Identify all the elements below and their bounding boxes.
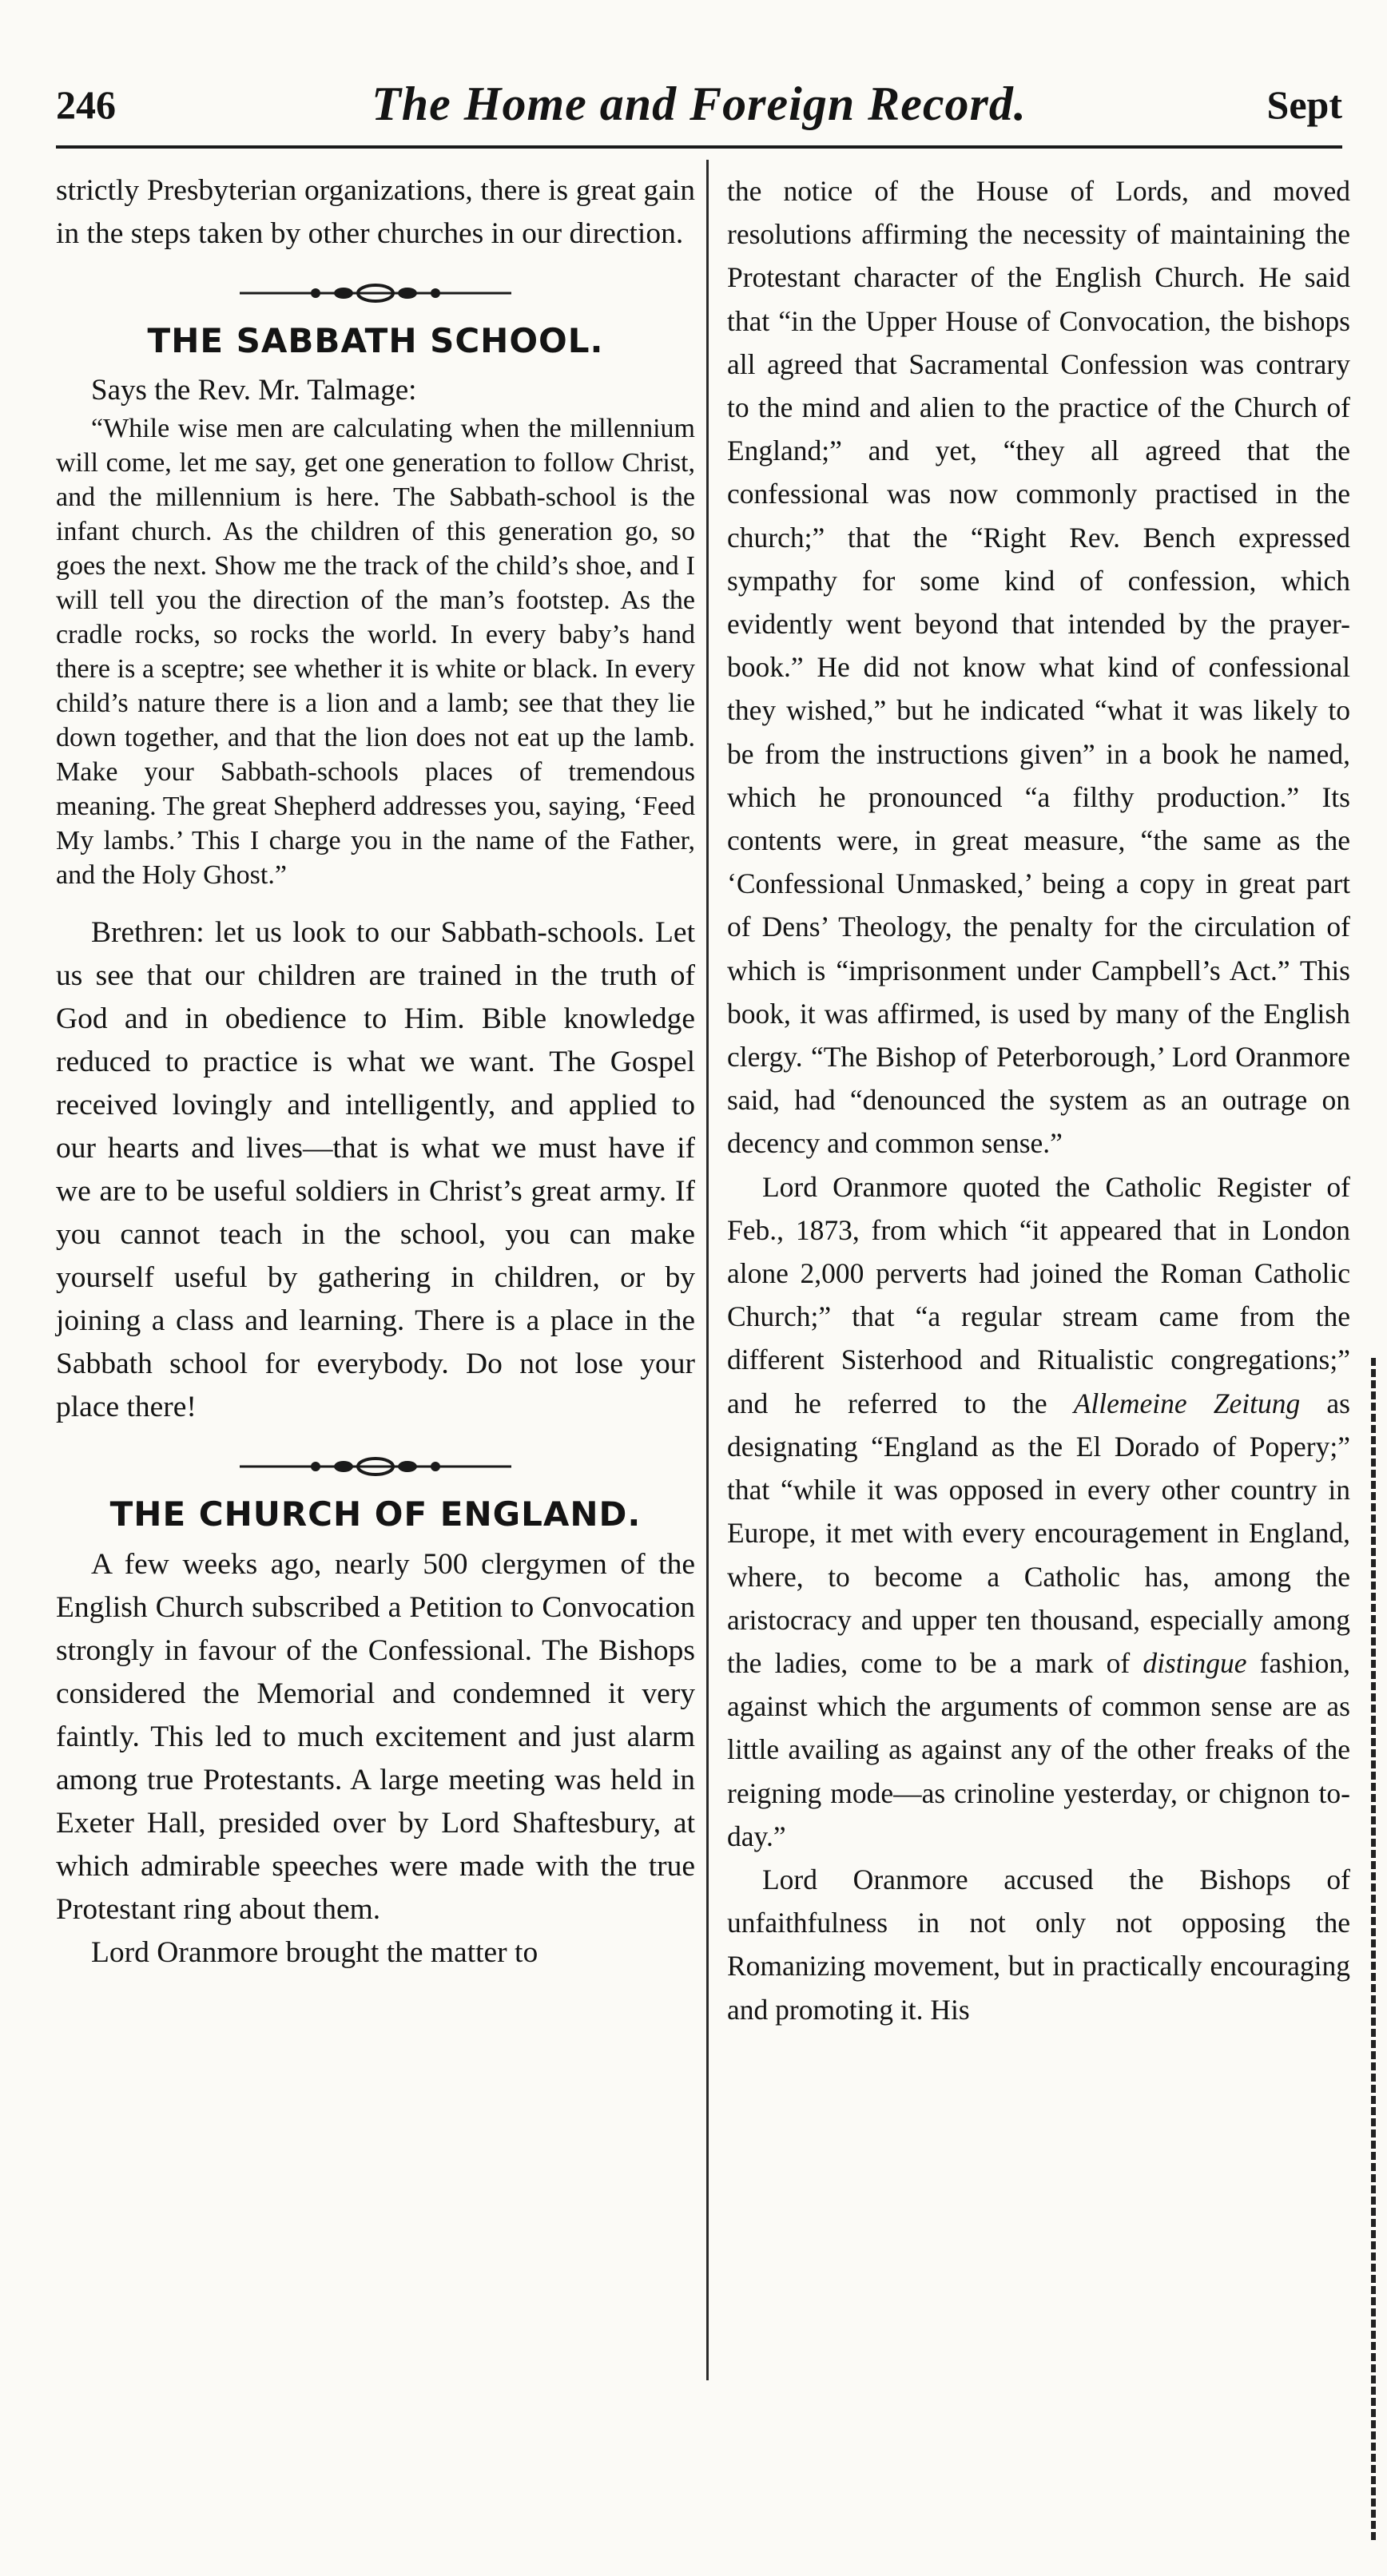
column-divider [706, 160, 709, 2380]
page-header [56, 73, 1342, 149]
talmage-quote: “While wise men are calculating when the millennium will come, let me say, get one generation to follow Christ, and the millennium is here. The Sabbath-school is the infant church. As the children of this generation go, so goes the next. Show me the track of the child’s shoe, and I will tell you the direction of the man’s footstep. As the cradle rocks, so rocks the world. In every baby’s hand there is a sceptre; see whether it is white or black. In every child’s nature there is a lion and a lamb; see that they lie down together, and that the lion does not eat up the lamb. Make your Sabbath-schools places of tremendous meaning. The great Shepherd addresses you, saying, ‘Feed My lambs.’ This I charge you in the name of the Father, and the Holy Ghost.” [56, 414, 695, 890]
attribution-line: Says the Rev. Mr. Talmage: [91, 374, 417, 407]
church-paragraph-2: Lord Oranmore brought the matter to [91, 1936, 539, 1969]
lords-paragraph: the notice of the House of Lords, and moved resolutions affirming the necessity of maintaining the Protestant character of the English Church. He said that “in the Upper House of Convocation, the bishops all agreed that Sacramental Confession was contrary to the mind and alien to the practice of the Church of England;” and yet, “they all agreed that the confessional was now commonly practised in the church;” that the “Right Rev. Bench expressed sympathy for some kind of confession, which evidently went beyond that intended by the prayer-book.” He did not know what kind of confessional they wished,” but he indicated “what it was likely to be from the instructions given” in a book he named, which he pronounced “a filthy production.” Its contents were, in great measure, “the same as the ‘Confessional Unmasked,’ being a copy in great part of Dens’ Theology, the penalty for the circulation of which is “imprisonment under Campbell’s Act.” This book, it was affirmed, is used by many of the English clergy. “The Bishop of Peterborough,’ Lord Oranmore said, had “denounced the system as an outrage on decency and common sense.” [727, 175, 1350, 1160]
section-heading-sabbath: THE SABBATH SCHOOL. [147, 321, 604, 360]
italic-title: Allemeine Zeitung [1073, 1387, 1301, 1419]
brethren-paragraph: Brethren: let us look to our Sabbath-schools. Let us see that our children are trained in the truth of God and in obedience to Him. Bible knowledge reduced to practice is what we want. The Gospel received lovingly and intelligently, and applied to our hearts and lives—that is what we must have if we are to be useful soldiers in Christ’s great army. If you cannot teach in the school, you can make yourself useful by gathering in children, or by joining a class and learning. There is a place in the Sabbath school for everybody. Do not lose your place there! [56, 916, 695, 1423]
intro-paragraph: strictly Presbyterian organizations, there is great gain in the steps taken by other churches in our direction. [56, 174, 695, 250]
right-column [727, 169, 1350, 2031]
left-column [56, 169, 695, 1975]
section-heading-church: THE CHURCH OF ENGLAND. [109, 1494, 642, 1534]
flourish-icon [240, 281, 511, 305]
page-number: 246 [56, 82, 116, 127]
text-run: Lord Oranmore quoted the Catholic Register of Feb., 1873, from which “it appeared that in London alone 2,000 perverts had joined the Roman Catholic Church;” that “a regular stream came from the different Sisterhood and Ritualistic congregations;” and he referred to the [727, 1170, 1350, 1419]
ornament-divider [56, 1447, 695, 1486]
italic-word: distingue [1143, 1646, 1247, 1679]
spacer [56, 892, 695, 911]
bishops-paragraph: Lord Oranmore accused the Bishops of unfaithfulness in not only not opposing the Romanizing movement, but in practically encouraging and promoting it. His [727, 1863, 1350, 2026]
catholic-register-paragraph [727, 1165, 1350, 1858]
ornament-divider [56, 273, 695, 313]
journal-title: The Home and Foreign Record. [372, 77, 1027, 130]
running-month: Sept [1266, 82, 1342, 127]
church-paragraph-1: A few weeks ago, nearly 500 clergymen of the English Church subscribed a Petition to Convocation strongly in favour of the Confessional. The Bishops considered the Memorial and condemned it very faintly. This led to much excitement and just alarm among true Protestants. A large meeting was held in Exeter Hall, presided over by Lord Shaftesbury, at which admirable speeches were made with the true Protestant ring about them. [56, 1548, 695, 1926]
text-run: fashion, against which the arguments of common sense are as little availing as against any of the other freaks of the reigning mode—as crinoline yesterday, or chignon to-day.” [727, 1646, 1350, 1852]
flourish-icon [240, 1455, 511, 1479]
text-run: as designating “England as the El Dorado of Popery;” that “while it was opposed in every other country in Europe, it met with every encouragement in England, where, to become a Catholic has, among the aristocracy and upper ten thousand, especially among the ladies, come to be a mark of [727, 1387, 1350, 1679]
page-edge-mark [1371, 1358, 1376, 2540]
